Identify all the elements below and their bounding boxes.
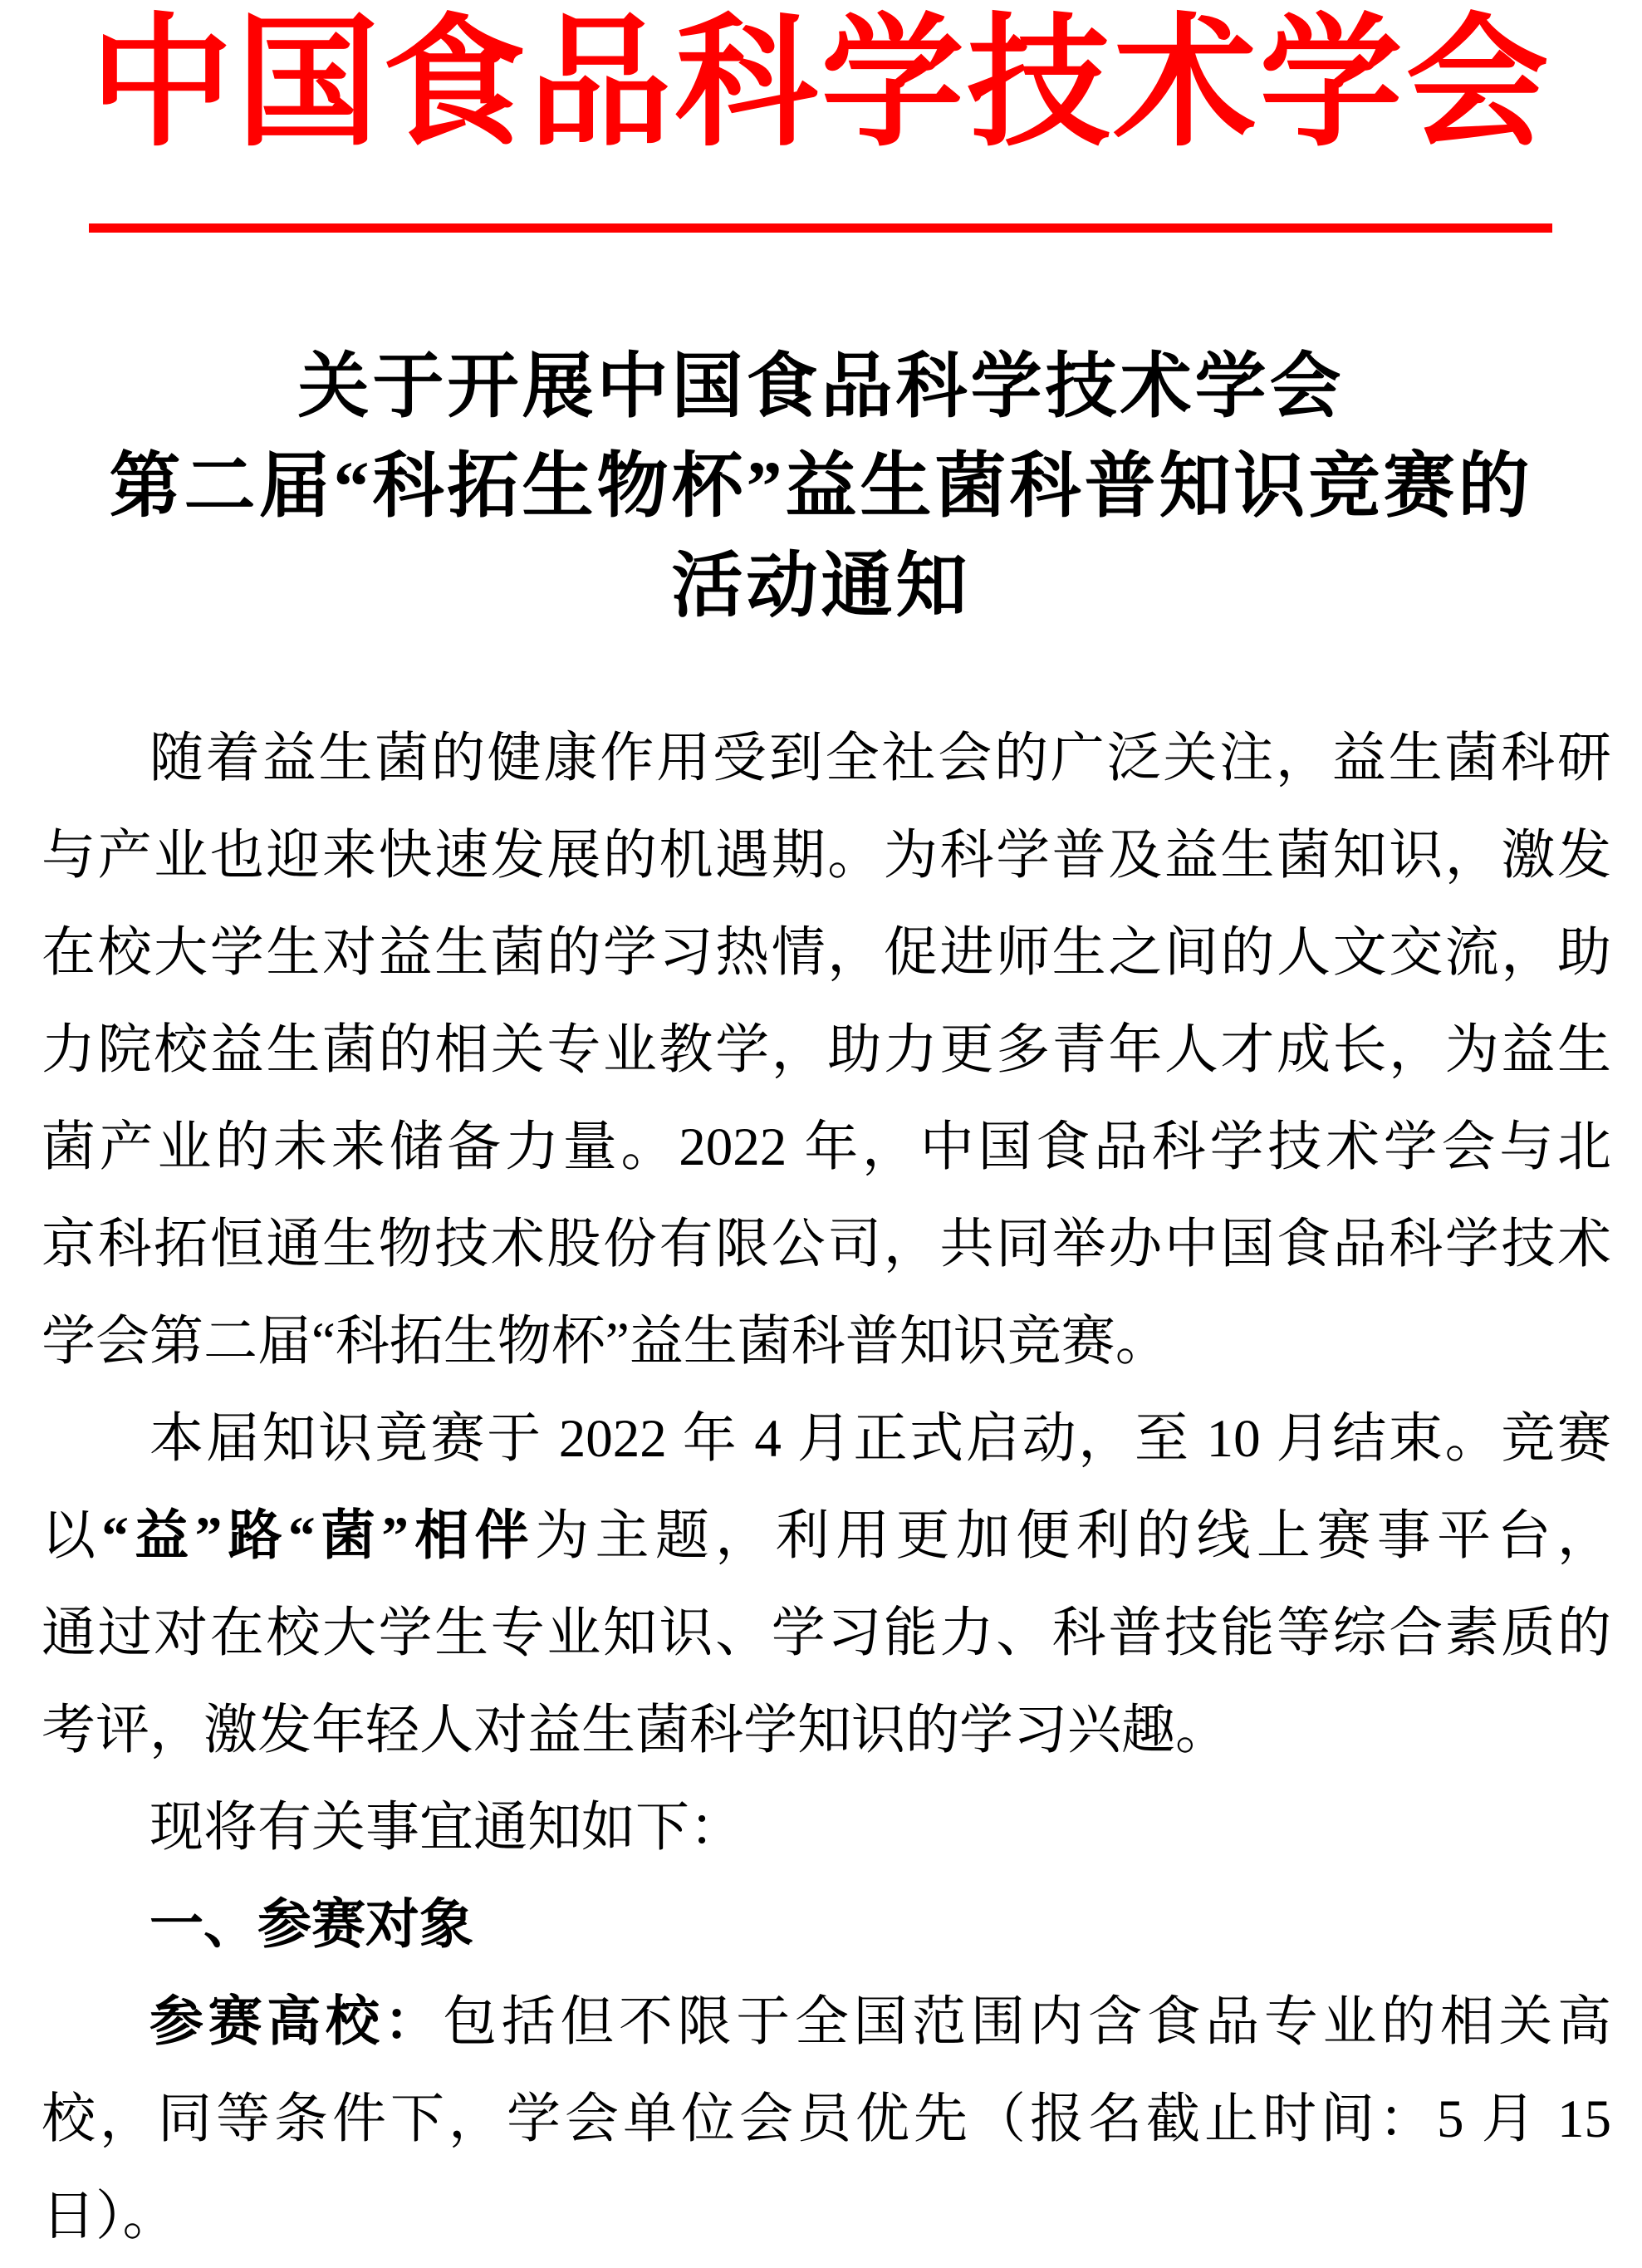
body-run-bold: 参赛高校： [149,1992,444,2052]
body-line [42,1780,1611,1877]
body-line [42,1294,1611,1391]
body-run: 京科拓恒通生物技术股份有限公司，共同举办中国食品科学技术 [42,1215,1611,1274]
body-run-bold: 一、参赛对象 [149,1895,474,1955]
title-line: 关于开展中国食品科学技术学会 [297,346,1345,426]
body-run: 现将有关事宜通知如下： [149,1798,744,1858]
body-line [42,1002,1611,1099]
body-line [42,710,1611,808]
document-body [42,710,1611,2266]
body-run: 菌产业的未来储备力量。2022 年，中国食品科学技术学会与北 [42,1117,1611,1177]
body-run: 与产业也迎来快速发展的机遇期。为科学普及益生菌知识，激发 [42,826,1611,886]
title-line: 活动通知 [671,546,971,626]
body-run: 校，同等条件下，学会单位会员优先（报名截止时间：5 月 15 [42,2089,1611,2149]
document-title [0,336,1642,636]
body-line [42,905,1611,1002]
body-run: 考评，激发年轻人对益生菌科学知识的学习兴趣。 [42,1701,1230,1760]
body-run: 为主题，利用更加便利的线上赛事平台， [535,1506,1611,1566]
letterhead-org-name: 中国食品科学技术学会 [90,6,1552,164]
letterhead-divider-line [89,223,1552,233]
body-line [42,1488,1611,1585]
body-line [42,1099,1611,1196]
body-run: 随着益生菌的健康作用受到全社会的广泛关注，益生菌科研 [149,729,1611,788]
body-run: 包括但不限于全国范围内含食品专业的相关高 [443,1992,1611,2052]
body-line [42,2071,1611,2168]
title-line: 第二届“科拓生物杯”益生菌科普知识竞赛的 [109,446,1533,526]
body-line [42,1391,1611,1488]
body-run: 力院校益生菌的相关专业教学，助力更多青年人才成长，为益生 [42,1020,1611,1080]
body-line [42,2168,1611,2266]
body-run: 以 [42,1506,102,1566]
body-line [42,808,1611,905]
body-run: 通过对在校大学生专业知识、学习能力、科普技能等综合素质的 [42,1603,1611,1663]
body-line [42,1877,1611,1974]
body-line [42,1196,1611,1294]
body-run-bold: “益”路“菌”相伴 [101,1506,536,1566]
body-line [42,1974,1611,2071]
body-run: 学会第二届“科拓生物杯”益生菌科普知识竞赛。 [42,1312,1169,1372]
body-line [42,1585,1611,1682]
body-run: 日）。 [42,2187,177,2246]
body-run: 在校大学生对益生菌的学习热情，促进师生之间的人文交流，助 [42,923,1611,983]
body-line [42,1682,1611,1780]
body-run: 本届知识竟赛于 2022 年 4 月正式启动，至 10 月结束。竞赛 [149,1409,1611,1469]
